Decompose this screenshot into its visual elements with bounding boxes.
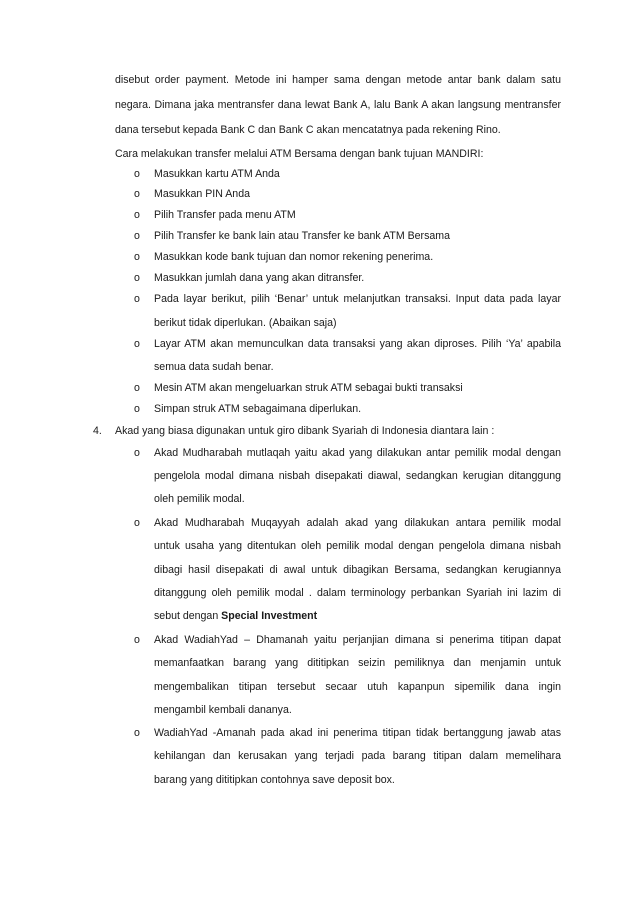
- list-item-continuation: berikut tidak diperlukan. (Abaikan saja): [154, 317, 337, 329]
- list-item: Akad Mudharabah Muqayyah adalah akad yang dilakukan antara pemilik modal: [154, 517, 561, 529]
- list-item-continuation: dibagi hasil disepakati di awal untuk dibagikan Bersama, sedangkan kerugiannya: [154, 564, 561, 576]
- list-item: Masukkan jumlah dana yang akan ditransfer.: [154, 272, 365, 284]
- list-bullet: o: [134, 634, 140, 646]
- list-bullet: o: [134, 447, 140, 459]
- special-investment-prefix: sebut dengan: [154, 610, 222, 622]
- list-item: Masukkan PIN Anda: [154, 188, 250, 200]
- list-item: Pilih Transfer ke bank lain atau Transfer ke bank ATM Bersama: [154, 230, 450, 242]
- list-bullet: o: [134, 188, 140, 200]
- list-item: Masukkan kartu ATM Anda: [154, 168, 280, 180]
- list-bullet: o: [134, 382, 140, 394]
- list-item-continuation: mengambil kembali dananya.: [154, 704, 292, 716]
- list-item-continuation: oleh pemilik modal.: [154, 493, 245, 505]
- intro-line-1: disebut order payment. Metode ini hamper sama dengan metode antar bank dalam satu: [115, 74, 561, 86]
- special-investment-term: Special Investment: [221, 610, 318, 622]
- list-item-continuation: barang yang dititipkan contohnya save deposit box.: [154, 774, 395, 786]
- list-item: Masukkan kode bank tujuan dan nomor rekening penerima.: [154, 251, 434, 263]
- list-item: Simpan struk ATM sebagaimana diperlukan.: [154, 403, 362, 415]
- list-bullet: o: [134, 727, 140, 739]
- list-bullet: o: [134, 338, 140, 350]
- intro-line-3: dana tersebut kepada Bank C dan Bank C akan mencatatnya pada rekening Rino.: [115, 124, 501, 136]
- list-bullet: o: [134, 403, 140, 415]
- list-item-continuation: semua data sudah benar.: [154, 361, 274, 373]
- section-number: 4.: [93, 425, 102, 437]
- list-item: Layar ATM akan memunculkan data transaksi yang akan diproses. Pilih ‘Ya’ apabila: [154, 338, 561, 350]
- list-item: Pilih Transfer pada menu ATM: [154, 209, 296, 221]
- list-item-continuation: [154, 609, 317, 623]
- list-bullet: o: [134, 209, 140, 221]
- list-bullet: o: [134, 251, 140, 263]
- list-bullet: o: [134, 293, 140, 305]
- list-bullet: o: [134, 230, 140, 242]
- list-bullet: o: [134, 272, 140, 284]
- list-item-continuation: memanfaatkan barang yang dititipkan seizin pemiliknya dan menjamin untuk: [154, 657, 561, 669]
- list-bullet: o: [134, 168, 140, 180]
- list-item-continuation: mengembalikan titipan tersebut secaar utuh kapanpun sipemilik dana ingin: [154, 681, 561, 693]
- list-item: Akad WadiahYad – Dhamanah yaitu perjanjian dimana si penerima titipan dapat: [154, 634, 561, 646]
- list-item: WadiahYad -Amanah pada akad ini penerima titipan tidak bertanggung jawab atas: [154, 727, 561, 739]
- intro-line-2: negara. Dimana jaka mentransfer dana lewat Bank A, lalu Bank A akan langsung mentransfer: [115, 99, 561, 111]
- list-item: Pada layar berikut, pilih ‘Benar’ untuk melanjutkan transaksi. Input data pada layar: [154, 293, 561, 305]
- list-item: Mesin ATM akan mengeluarkan struk ATM sebagai bukti transaksi: [154, 382, 463, 394]
- list-item-continuation: kehilangan dan kerusakan yang terjadi pada barang titipan dalam memelihara: [154, 750, 561, 762]
- list-item: Akad Mudharabah mutlaqah yaitu akad yang dilakukan antar pemilik modal dengan: [154, 447, 561, 459]
- list-bullet: o: [134, 517, 140, 529]
- intro-line-4: Cara melakukan transfer melalui ATM Bersama dengan bank tujuan MANDIRI:: [115, 148, 484, 160]
- list-item-continuation: untuk usaha yang ditentukan oleh pemilik modal dengan pengelola dimana nisbah: [154, 540, 561, 552]
- list-item-continuation: ditanggung oleh pemilik modal . dalam terminology perbankan Syariah ini lazim di: [154, 587, 561, 599]
- section-heading: Akad yang biasa digunakan untuk giro dibank Syariah di Indonesia diantara lain :: [115, 425, 495, 437]
- list-item-continuation: pengelola modal dimana nisbah disepakati diawal, sedangkan kerugian ditanggung: [154, 470, 561, 482]
